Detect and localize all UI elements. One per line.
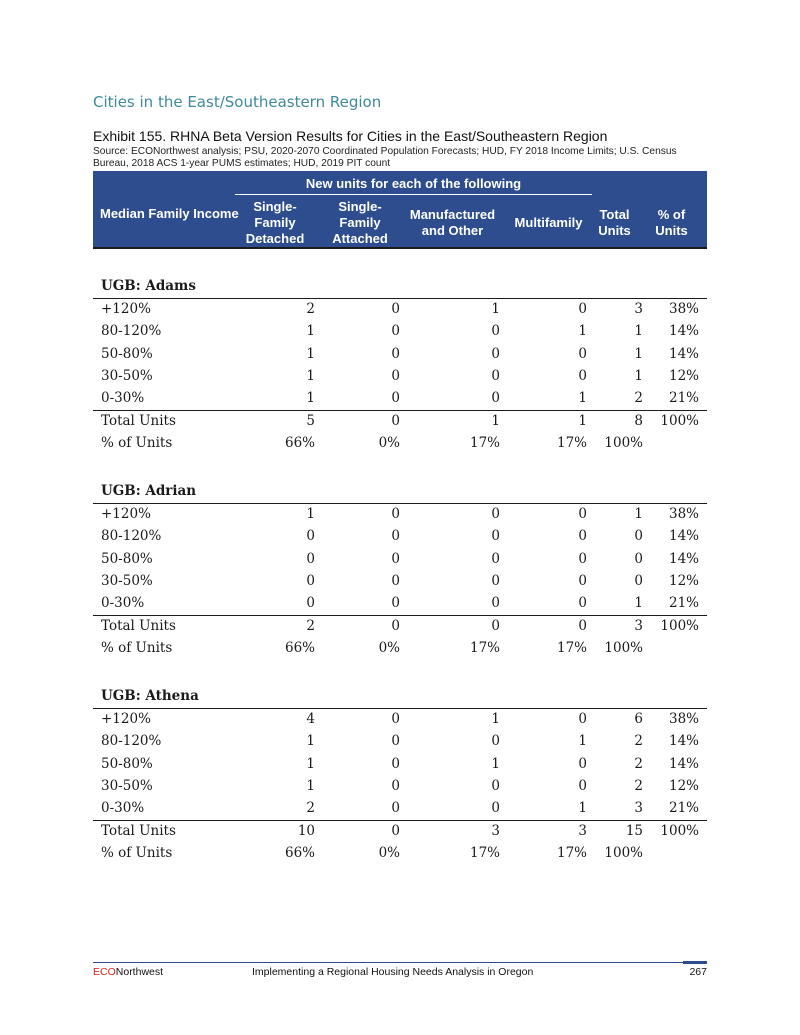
cell-single-family-detached: 4 [306, 711, 315, 727]
cell-multifamily: 0 [578, 345, 587, 362]
source-note: Source: ECONorthwest analysis; PSU, 2020-2070 Coordinated Population Forecasts; HUD, FY 2018 Income Limits; U.S. Census Bureau, 2018 ACS 1-year PUMS estimates; HUD, 2019 PIT count [93, 146, 677, 169]
cell-multifamily: 0 [578, 755, 587, 772]
cell-pct-units: 12% [668, 572, 699, 589]
cell-row-label: 30-50% [101, 367, 153, 384]
cell-single-family-attached: 0 [391, 572, 400, 589]
cell-row-label: +120% [101, 506, 151, 522]
cell-pct-units: 38% [668, 506, 699, 522]
cell-manufactured-and-other: 17% [469, 639, 500, 656]
cell-single-family-attached: 0 [391, 733, 400, 750]
cell-pct-units: 38% [668, 301, 699, 317]
cell-multifamily: 0 [578, 777, 587, 794]
cell-total-units: 1 [634, 595, 643, 612]
footer-brand-rest: Northwest [115, 966, 164, 978]
cell-multifamily: 17% [556, 434, 587, 451]
cell-single-family-attached: 0 [391, 390, 400, 407]
cell-single-family-attached: 0 [391, 412, 400, 429]
cell-pct-units: 14% [668, 733, 699, 750]
cell-single-family-detached: 0 [306, 572, 315, 589]
cell-total-units: 100% [604, 639, 643, 656]
table-header [93, 171, 707, 249]
footer-divider [93, 962, 707, 963]
cell-multifamily: 0 [578, 550, 587, 567]
cell-row-label: 50-80% [101, 550, 153, 567]
cell-manufactured-and-other: 0 [491, 800, 500, 817]
total-units-row [93, 820, 707, 842]
cell-single-family-detached: 2 [306, 617, 315, 634]
cell-pct-units: 21% [668, 390, 699, 407]
header-total-units: Total Units [598, 207, 631, 238]
cell-pct-units: 100% [660, 412, 699, 429]
cell-manufactured-and-other: 0 [491, 506, 500, 522]
cell-single-family-detached: 2 [306, 800, 315, 817]
cell-total-units: 1 [634, 323, 643, 340]
cell-single-family-attached: 0 [391, 595, 400, 612]
cell-pct-units: 12% [668, 777, 699, 794]
cell-pct-units: 100% [660, 617, 699, 634]
cell-total-units: 8 [634, 412, 643, 429]
cell-manufactured-and-other: 0 [491, 777, 500, 794]
cell-total-units: 100% [604, 434, 643, 451]
table-row [93, 548, 707, 570]
cell-multifamily: 1 [578, 390, 587, 407]
cell-row-label: Total Units [101, 822, 176, 839]
cell-single-family-detached: 1 [306, 755, 315, 772]
cell-single-family-attached: 0 [391, 345, 400, 362]
cell-single-family-detached: 0 [306, 528, 315, 545]
ugb-group-title: UGB: Adrian [101, 483, 197, 499]
cell-single-family-detached: 66% [284, 844, 315, 861]
footer-brand [93, 966, 163, 978]
table-row [93, 298, 707, 320]
cell-single-family-detached: 1 [306, 506, 315, 522]
table-row [93, 525, 707, 547]
footer-brand-accent: ECO [93, 966, 116, 978]
cell-single-family-detached: 66% [284, 434, 315, 451]
cell-total-units: 15 [625, 822, 643, 839]
cell-multifamily: 1 [578, 733, 587, 750]
cell-multifamily: 0 [578, 572, 587, 589]
table-row [93, 753, 707, 775]
cell-row-label: 30-50% [101, 572, 153, 589]
footer-page-number: 267 [689, 966, 707, 978]
cell-single-family-attached: 0 [391, 711, 400, 727]
cell-total-units: 100% [604, 844, 643, 861]
cell-single-family-detached: 0 [306, 595, 315, 612]
cell-multifamily: 0 [578, 367, 587, 384]
cell-manufactured-and-other: 0 [491, 345, 500, 362]
section-heading: Cities in the East/Southeastern Region [93, 93, 382, 111]
cell-total-units: 1 [634, 367, 643, 384]
cell-pct-units: 14% [668, 345, 699, 362]
table-row [93, 320, 707, 342]
cell-single-family-attached: 0 [391, 755, 400, 772]
total-units-row [93, 410, 707, 432]
cell-row-label: Total Units [101, 412, 176, 429]
cell-pct-units: 21% [668, 595, 699, 612]
table-row [93, 343, 707, 365]
cell-pct-units: 21% [668, 800, 699, 817]
cell-row-label: 0-30% [101, 390, 145, 407]
cell-single-family-attached: 0 [391, 528, 400, 545]
cell-single-family-detached: 66% [284, 639, 315, 656]
cell-row-label: % of Units [101, 434, 173, 451]
ugb-group-title: UGB: Athena [101, 688, 199, 704]
cell-single-family-detached: 1 [306, 345, 315, 362]
cell-multifamily: 1 [578, 412, 587, 429]
cell-manufactured-and-other: 0 [491, 390, 500, 407]
table-row [93, 570, 707, 592]
cell-total-units: 2 [634, 777, 643, 794]
cell-manufactured-and-other: 1 [491, 711, 500, 727]
cell-single-family-attached: 0 [391, 777, 400, 794]
cell-multifamily: 17% [556, 844, 587, 861]
header-group-label: New units for each of the following [305, 176, 522, 191]
cell-single-family-attached: 0 [391, 822, 400, 839]
cell-single-family-detached: 2 [306, 301, 315, 317]
cell-total-units: 2 [634, 390, 643, 407]
cell-manufactured-and-other: 1 [491, 301, 500, 317]
cell-multifamily: 0 [578, 617, 587, 634]
cell-row-label: Total Units [101, 617, 176, 634]
cell-multifamily: 0 [578, 595, 587, 612]
cell-single-family-detached: 1 [306, 733, 315, 750]
cell-total-units: 1 [634, 506, 643, 522]
cell-manufactured-and-other: 0 [491, 323, 500, 340]
table-row [93, 387, 707, 409]
cell-pct-units: 14% [668, 550, 699, 567]
cell-single-family-detached: 1 [306, 777, 315, 794]
cell-single-family-attached: 0 [391, 800, 400, 817]
cell-total-units: 6 [634, 711, 643, 727]
cell-multifamily: 1 [578, 800, 587, 817]
table-row [93, 708, 707, 730]
cell-pct-units: 14% [668, 323, 699, 340]
cell-pct-units: 38% [668, 711, 699, 727]
header-manufactured-and-other: Manufactured and Other [409, 207, 496, 238]
cell-row-label: +120% [101, 711, 151, 727]
cell-row-label: 80-120% [101, 528, 162, 545]
cell-single-family-detached: 1 [306, 390, 315, 407]
cell-total-units: 3 [634, 301, 643, 317]
cell-manufactured-and-other: 0 [491, 367, 500, 384]
cell-row-label: +120% [101, 301, 151, 317]
cell-row-label: % of Units [101, 844, 173, 861]
cell-total-units: 2 [634, 755, 643, 772]
cell-total-units: 0 [634, 550, 643, 567]
cell-total-units: 1 [634, 345, 643, 362]
cell-pct-units: 12% [668, 367, 699, 384]
cell-single-family-attached: 0 [391, 301, 400, 317]
header-group-divider [235, 194, 592, 195]
cell-single-family-detached: 1 [306, 323, 315, 340]
table-row [93, 592, 707, 614]
cell-single-family-attached: 0 [391, 617, 400, 634]
cell-single-family-attached: 0 [391, 550, 400, 567]
cell-row-label: 80-120% [101, 733, 162, 750]
cell-single-family-detached: 1 [306, 367, 315, 384]
cell-pct-units: 14% [668, 755, 699, 772]
cell-total-units: 0 [634, 572, 643, 589]
cell-total-units: 3 [634, 617, 643, 634]
header-median-family-income: Median Family Income [100, 206, 239, 221]
header-single-family-detached: Single-Family Detached [245, 199, 305, 246]
cell-single-family-attached: 0% [378, 844, 400, 861]
cell-pct-units: 14% [668, 528, 699, 545]
table-row [93, 730, 707, 752]
cell-multifamily: 0 [578, 301, 587, 317]
cell-total-units: 3 [634, 800, 643, 817]
pct-units-row [93, 637, 707, 659]
exhibit-title: Exhibit 155. RHNA Beta Version Results for Cities in the East/Southeastern Region [93, 128, 608, 144]
pct-units-row [93, 432, 707, 454]
cell-row-label: % of Units [101, 639, 173, 656]
cell-single-family-detached: 10 [297, 822, 315, 839]
cell-single-family-detached: 5 [306, 412, 315, 429]
cell-total-units: 2 [634, 733, 643, 750]
cell-row-label: 0-30% [101, 595, 145, 612]
cell-total-units: 0 [634, 528, 643, 545]
cell-manufactured-and-other: 0 [491, 733, 500, 750]
table-row [93, 365, 707, 387]
table-row [93, 775, 707, 797]
cell-single-family-attached: 0 [391, 506, 400, 522]
cell-multifamily: 0 [578, 711, 587, 727]
cell-row-label: 50-80% [101, 345, 153, 362]
cell-manufactured-and-other: 17% [469, 844, 500, 861]
cell-multifamily: 1 [578, 323, 587, 340]
header-single-family-attached: Single-Family Attached [332, 199, 388, 246]
cell-single-family-attached: 0% [378, 434, 400, 451]
cell-pct-units: 100% [660, 822, 699, 839]
cell-manufactured-and-other: 1 [491, 412, 500, 429]
table-row [93, 797, 707, 819]
footer-doc-title: Implementing a Regional Housing Needs Analysis in Oregon [252, 966, 534, 978]
cell-row-label: 80-120% [101, 323, 162, 340]
cell-row-label: 30-50% [101, 777, 153, 794]
cell-manufactured-and-other: 3 [491, 822, 500, 839]
cell-multifamily: 0 [578, 528, 587, 545]
cell-manufactured-and-other: 0 [491, 572, 500, 589]
cell-manufactured-and-other: 0 [491, 617, 500, 634]
pct-units-row [93, 842, 707, 864]
table-row [93, 503, 707, 525]
cell-multifamily: 17% [556, 639, 587, 656]
cell-manufactured-and-other: 0 [491, 595, 500, 612]
cell-manufactured-and-other: 0 [491, 550, 500, 567]
footer-accent-bar [683, 961, 707, 964]
cell-single-family-attached: 0 [391, 323, 400, 340]
header-pct-units: % of Units [655, 207, 688, 238]
cell-row-label: 50-80% [101, 755, 153, 772]
cell-single-family-attached: 0% [378, 639, 400, 656]
cell-manufactured-and-other: 17% [469, 434, 500, 451]
cell-row-label: 0-30% [101, 800, 145, 817]
ugb-group-title: UGB: Adams [101, 278, 196, 294]
total-units-row [93, 615, 707, 637]
cell-single-family-attached: 0 [391, 367, 400, 384]
cell-multifamily: 3 [578, 822, 587, 839]
cell-manufactured-and-other: 0 [491, 528, 500, 545]
cell-single-family-detached: 0 [306, 550, 315, 567]
header-multifamily: Multifamily [514, 215, 583, 230]
cell-multifamily: 0 [578, 506, 587, 522]
cell-manufactured-and-other: 1 [491, 755, 500, 772]
